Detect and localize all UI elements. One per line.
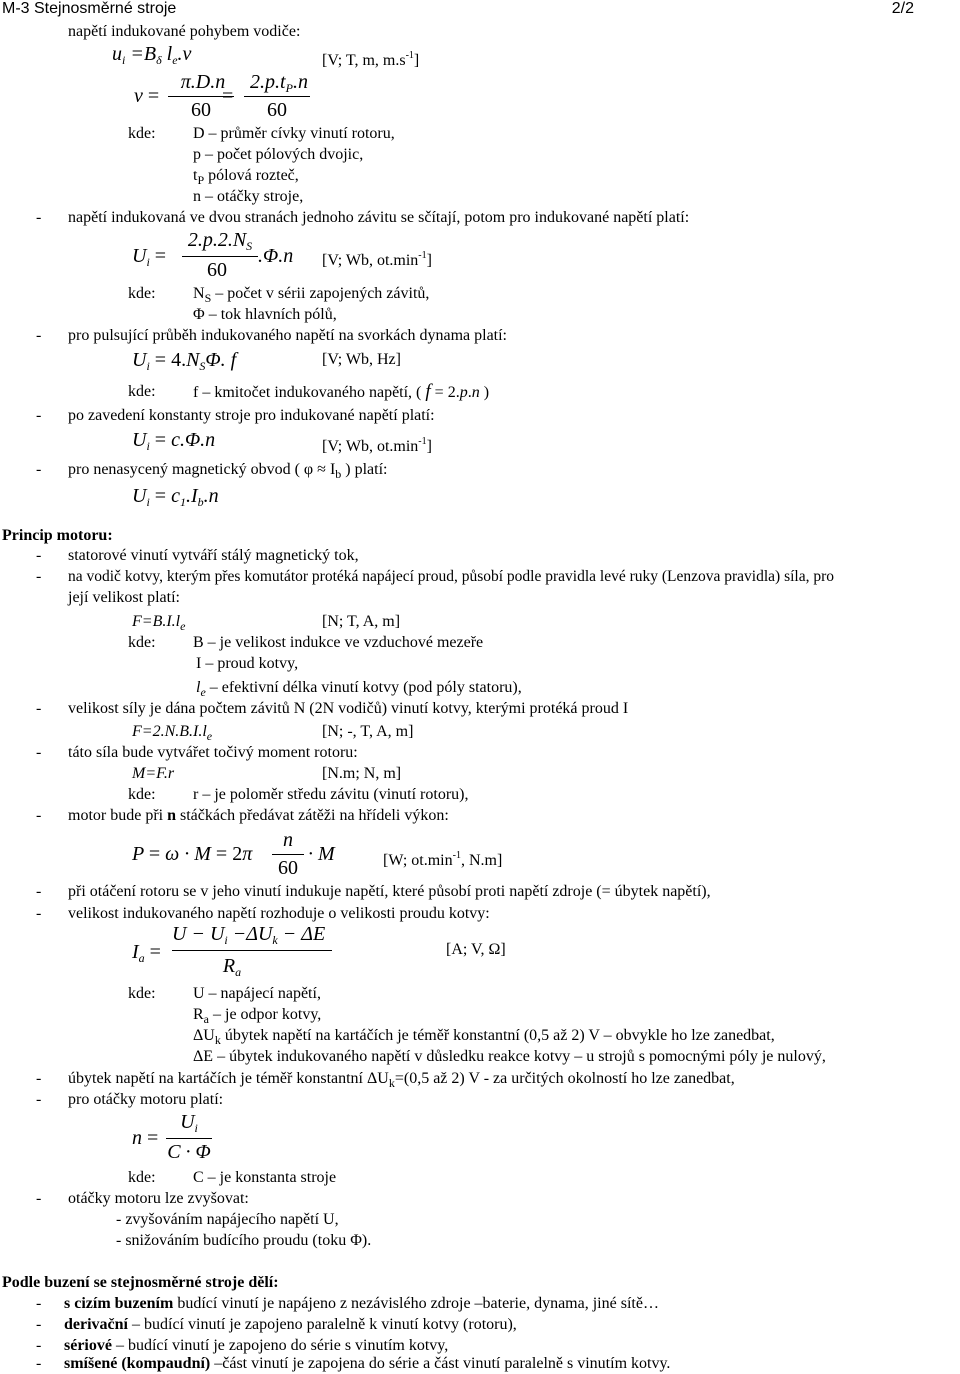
def-f: f – kmitočet indukovaného napětí, ( f = 2.p.n ) — [193, 381, 490, 402]
def-le: $l_e$ – efektivní délka vinutí kotvy (pod póly statoru), — [196, 679, 522, 699]
bullet-m2: - — [36, 568, 42, 585]
def-tp: $t_P$ pólová rozteč, — [193, 167, 299, 187]
text-m5: motor bude při n stáčkách předávat zátěži na hřídeli výkon: — [68, 807, 449, 824]
units-ui2: [V; Wb, Hz] — [322, 351, 401, 368]
bullet-m1: - — [36, 547, 42, 564]
eq-p-den: 60 — [278, 857, 298, 879]
eq-v-bar2 — [244, 96, 310, 97]
text-c3: sériové – budící vinutí je zapojeno do série s vinutím kotvy, — [64, 1337, 449, 1354]
text-m10: otáčky motoru lze zvyšovat: — [68, 1190, 249, 1207]
eq-v-den1: 60 — [191, 99, 211, 121]
bullet-m4: - — [36, 744, 42, 761]
bullet-m6: - — [36, 883, 42, 900]
kde-label-4: kde: — [128, 634, 156, 651]
eq-v-num1: π.D.n — [180, 71, 226, 93]
def-i: I – proud kotvy, — [196, 655, 299, 672]
eq-p-m: · M — [308, 843, 335, 865]
text-c1: s cizím buzením budící vinutí je napájeno z nezávislého zdroje –baterie, dynama, jiné sítě… — [64, 1295, 659, 1312]
bullet-3: - — [36, 407, 42, 424]
bullet-m9: - — [36, 1091, 42, 1108]
def-p: p – počet pólových dvojic, — [193, 146, 364, 163]
section-princip-motoru: Princip motoru: — [2, 527, 113, 544]
eq-p-num: n — [283, 829, 293, 851]
text-b2: pro pulsující průběh indukovaného napětí na svorkách dynama platí: — [68, 327, 507, 344]
eq-v-label: v = — [134, 85, 160, 107]
header-page: 2/2 — [891, 0, 914, 17]
header-title: M-3 Stejnosměrné stroje — [2, 0, 177, 17]
def-c: C – je konstanta stroje — [193, 1169, 337, 1186]
bullet-2: - — [36, 327, 42, 344]
bullet-c3: - — [36, 1337, 42, 1354]
bullet-m10: - — [36, 1190, 42, 1207]
kde-label-7: kde: — [128, 1169, 156, 1186]
text-m10b: - snižováním budícího proudu (toku Φ). — [116, 1232, 372, 1249]
def-ns: $N_S$ – počet v sérii zapojených závitů, — [193, 285, 430, 305]
bullet-1: - — [36, 209, 42, 226]
text-m4: táto síla bude vytvářet točivý moment rotoru: — [68, 744, 358, 761]
text-c2: derivační – budící vinutí je zapojeno paralelně k vinutí kotvy (rotoru), — [64, 1316, 517, 1333]
eq-ia-den: $R_a$ — [222, 955, 242, 979]
units-ia: [A; V, Ω] — [446, 941, 506, 958]
bullet-c1: - — [36, 1295, 42, 1312]
units-ui1: [V; T, m, $m.s^{-1}$] — [322, 50, 420, 69]
eq-ui-bar — [182, 256, 258, 257]
kde-label-5: kde: — [128, 786, 156, 803]
text-m6: při otáčení rotoru se v jeho vinutí indukuje napětí, které působí proti napětí zdroje (= úbytek napětí), — [68, 883, 711, 900]
text-b3: po zavedení konstanty stroje pro indukované napětí platí: — [68, 407, 435, 424]
eq-v-num2: $2.p.t_P.n$ — [250, 71, 308, 95]
eq-f-2nbil: $F=2.N.B.I.l_e$ — [132, 723, 213, 743]
units-f: [N; T, A, m] — [322, 613, 401, 630]
text-m1: statorové vinutí vytváří stálý magnetický tok, — [68, 547, 359, 564]
units-ui3: [V; Wb, $ot.\min^{-1}$] — [322, 436, 432, 455]
text-m2: na vodič kotvy, kterým přes komutátor protéká napájecí proud, působí podle pravidla levé ruky (Lenzova pravidla) síla, pro — [68, 568, 835, 585]
eq-ui-4nsphif: $U_i = 4.N_S\Phi$. f — [132, 349, 237, 373]
def-u: U – napájecí napětí, — [193, 985, 321, 1002]
eq-ui-num: $2.p.2.N_S$ — [187, 229, 253, 253]
text-m7: velikost indukovaného napětí rozhoduje o velikosti proudu kotvy: — [68, 905, 490, 922]
def-e: ΔE – úbytek indukovaného napětí v důsledku reakce kotvy – u strojů s pomocnými póly je nulový, — [193, 1048, 826, 1065]
text-c4: smíšené (kompaudní) –část vinutí je zapojena do série a část vinutí paralelně s vinutím kotvy. — [64, 1355, 671, 1372]
eq-p: P = ω · M = 2π — [132, 843, 253, 865]
bullet-m3: - — [36, 700, 42, 717]
units-p: [W; $ot.\min^{-1}$, N.m] — [383, 850, 503, 869]
eq-m-fr: M=F.r — [132, 765, 175, 782]
kde-label-3: kde: — [128, 383, 156, 400]
def-d: D – průměr cívky vinutí rotoru, — [193, 125, 395, 142]
def-n: n – otáčky stroje, — [193, 188, 304, 205]
units-m: [N.m; N, m] — [322, 765, 402, 782]
def-b: B – je velikost indukce ve vzduchové mezeře — [193, 634, 484, 651]
kde-label-1: kde: — [128, 125, 156, 142]
eq-ia: $I_a$ = — [132, 941, 161, 965]
units-ui: [V; Wb, $ot.\min^{-1}$] — [322, 250, 432, 269]
text-m8: úbytek napětí na kartáčích je téměř konstantní $\Delta U_k=(0,5$ až 2) V - za určitých okolností ho lze zanedbat, — [68, 1070, 735, 1090]
kde-label-6: kde: — [128, 985, 156, 1002]
text-b4: pro nenasycený magnetický obvod ( $\varphi \approx I_b$ ) platí: — [68, 461, 388, 481]
eq-ui-phi: .Φ.n — [258, 245, 294, 267]
text-m9: pro otáčky motoru platí: — [68, 1091, 224, 1108]
eq-n-den: C · Φ — [167, 1141, 211, 1163]
eq-ui-den: 60 — [207, 259, 227, 281]
def-uk: $\Delta U_k$ úbytek napětí na kartáčích je téměř konstantní (0,5 až 2) V – obvykle ho lze zanedbat, — [193, 1027, 775, 1047]
bullet-c2: - — [36, 1316, 42, 1333]
eq-ui-blv: $u_i =B_\delta$ $l_e.v$ — [112, 43, 192, 67]
eq-ui-c1ibn: $U_i = c_1.I_b.n$ — [132, 485, 219, 509]
eq-n-num: $U_i$ — [180, 1111, 198, 1135]
def-phi: Φ – tok hlavních pólů, — [193, 306, 337, 323]
eq-f-bil: $F=B.I.l_e$ — [132, 613, 186, 633]
bullet-m8: - — [36, 1070, 42, 1087]
eq-p-bar — [272, 854, 304, 855]
eq-v-den2: 60 — [267, 99, 287, 121]
units-f2: [N; -, T, A, m] — [322, 723, 414, 740]
text-b1: napětí indukovaná ve dvou stranách jednoho závitu se sčítají, potom pro indukované napětí platí: — [68, 209, 690, 226]
kde-label-2: kde: — [128, 285, 156, 302]
text-m2b: její velikost platí: — [68, 589, 180, 606]
eq-v-eq2: = — [222, 85, 234, 107]
eq-ui-a: $U_i$ = — [132, 245, 167, 269]
bullet-c4: - — [36, 1355, 42, 1372]
bullet-m7: - — [36, 905, 42, 922]
line-intro: napětí indukované pohybem vodiče: — [68, 23, 301, 40]
bullet-m5: - — [36, 807, 42, 824]
eq-ui-cphin: $U_i = c.\Phi.n$ — [132, 429, 216, 453]
eq-n: n = — [132, 1127, 159, 1149]
text-m10a: - zvyšováním napájecího napětí U, — [116, 1211, 339, 1228]
bullet-4: - — [36, 461, 42, 478]
def-r: r – je poloměr středu závitu (vinutí rotoru), — [193, 786, 469, 803]
section-buzeni: Podle buzení se stejnosměrné stroje dělí: — [2, 1274, 279, 1291]
eq-n-bar — [166, 1138, 212, 1139]
eq-ia-num: $U - U_i -\Delta U_k - \Delta E$ — [172, 923, 326, 947]
def-ra: $R_a$ – je odpor kotvy, — [193, 1006, 322, 1026]
eq-ia-bar — [172, 950, 332, 951]
text-m3: velikost síly je dána počtem závitů N (2N vodičů) vinutí kotvy, kterými protéká proud I — [68, 700, 629, 717]
